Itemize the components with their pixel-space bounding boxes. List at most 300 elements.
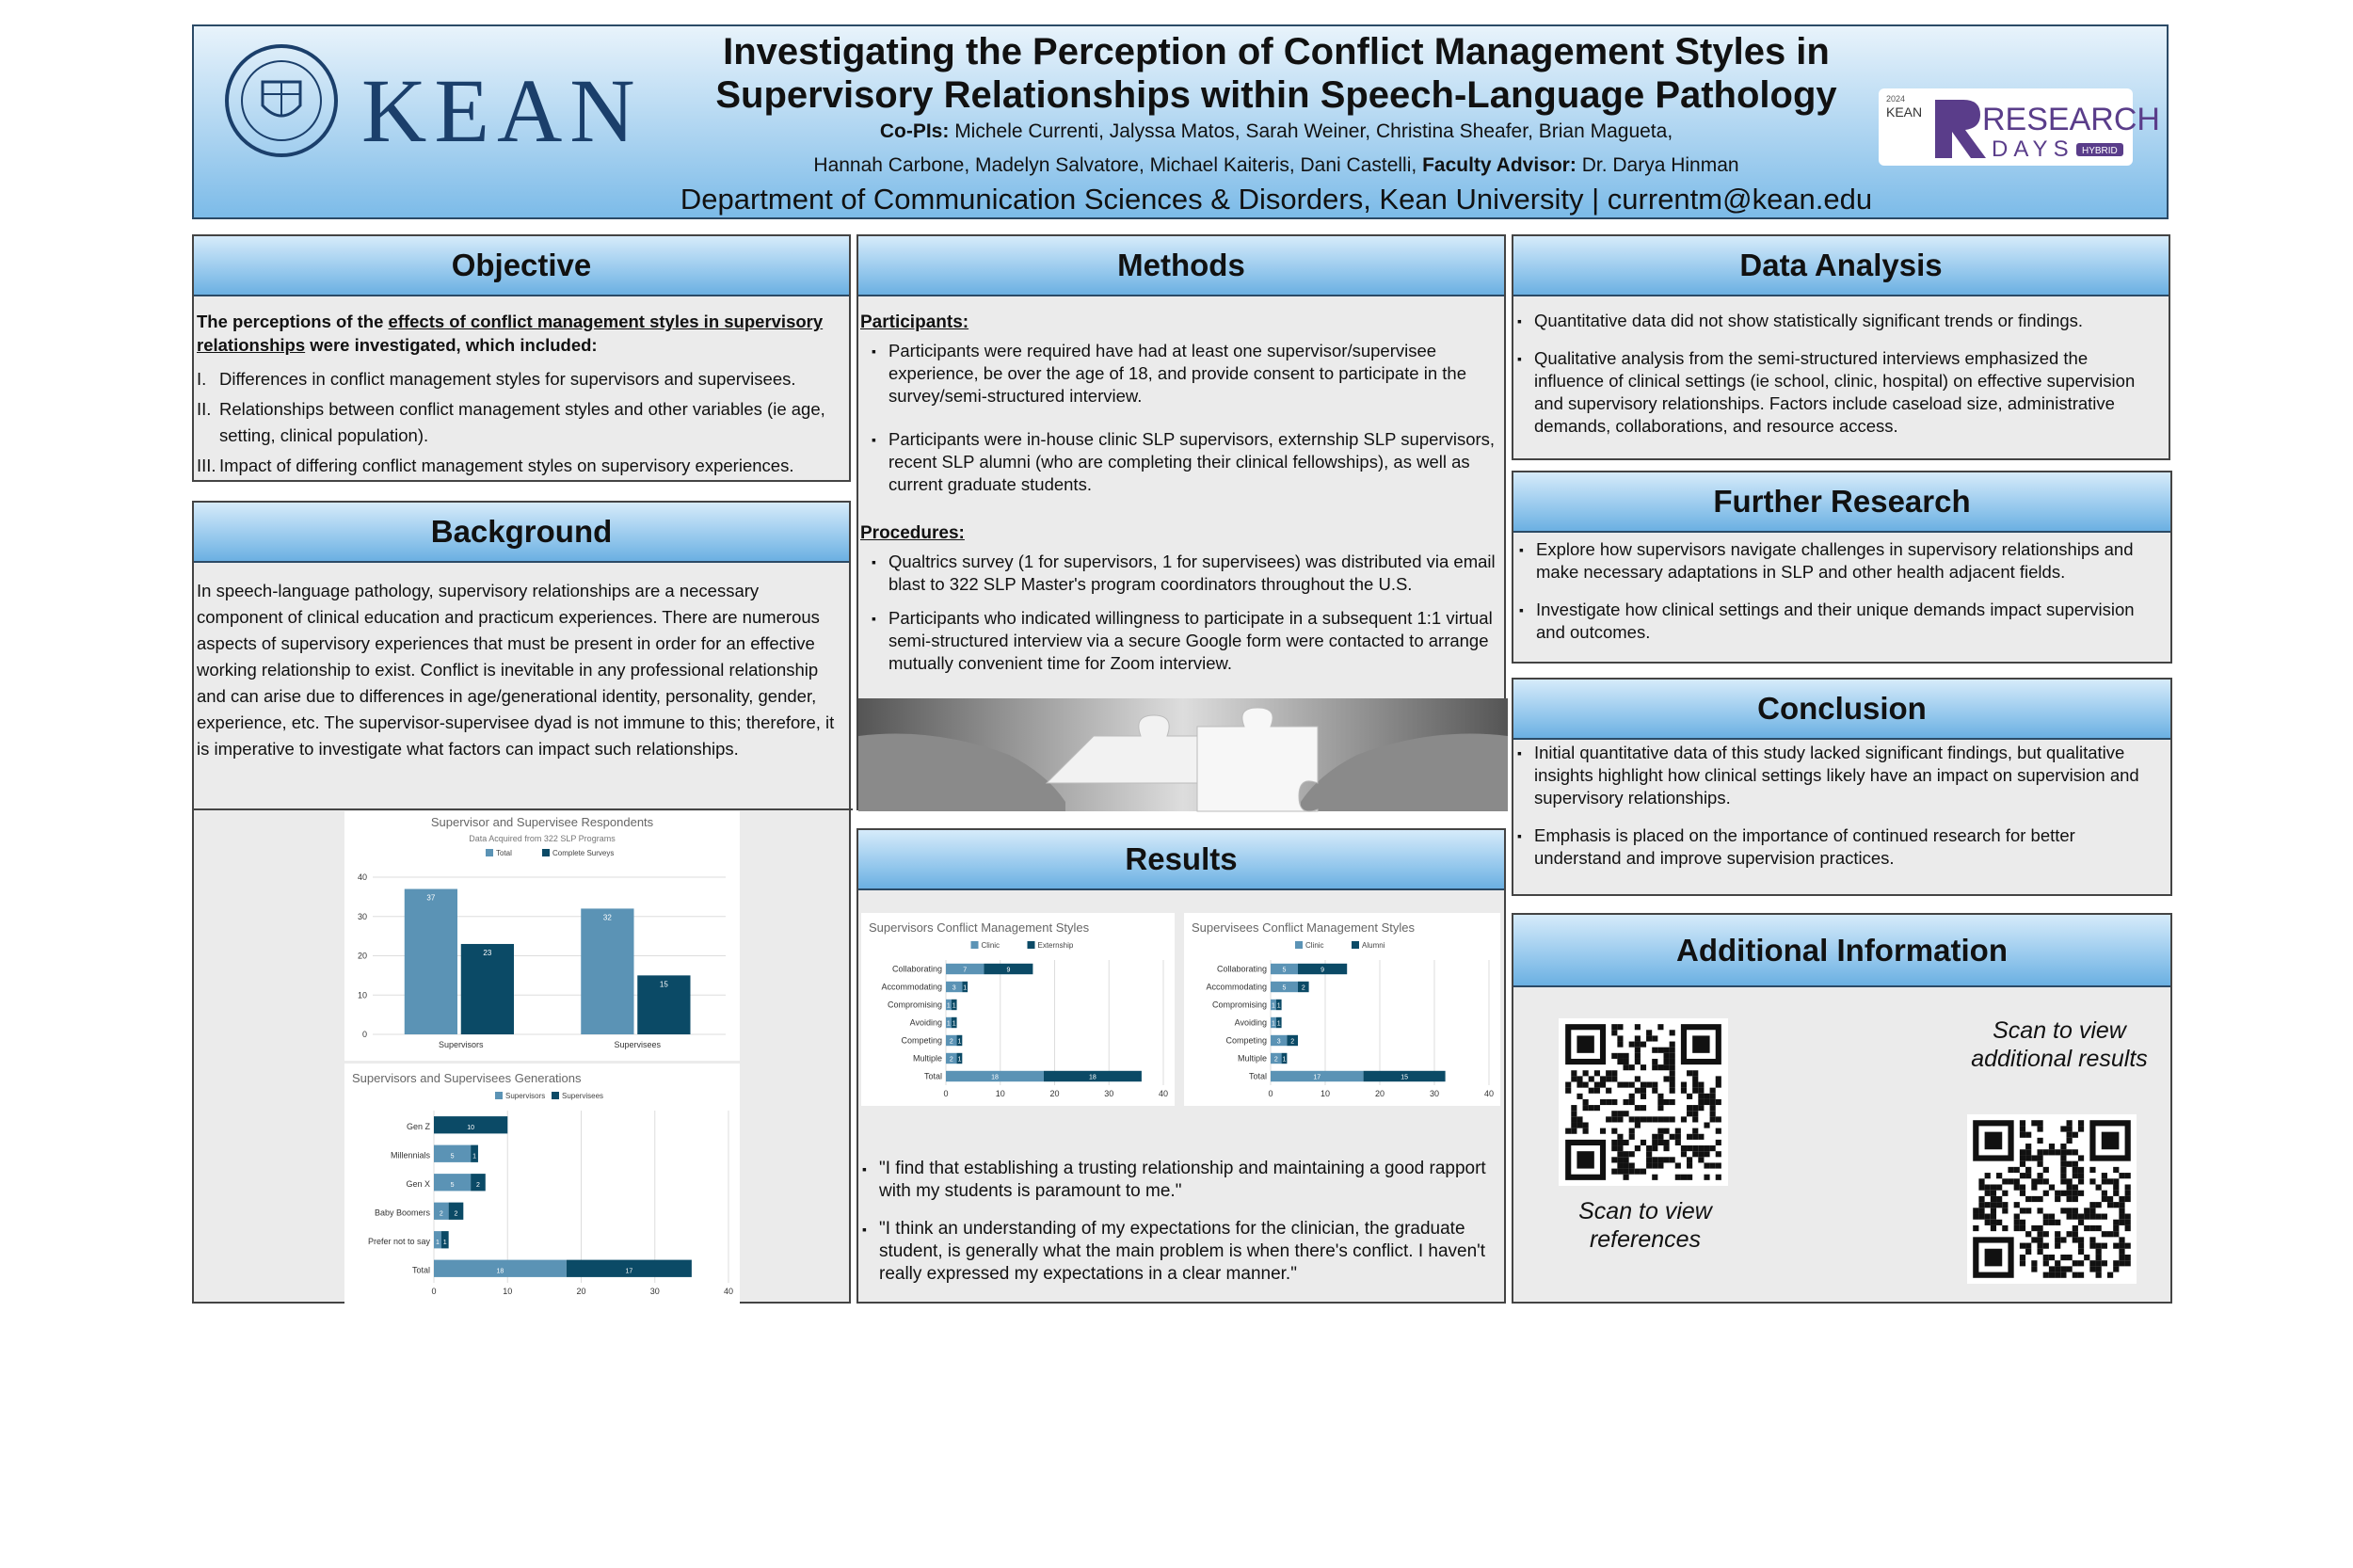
qr-module — [1670, 1030, 1675, 1035]
qr-module — [1652, 1059, 1657, 1064]
data-label: 37 — [426, 893, 436, 903]
qr-module — [1629, 1099, 1635, 1105]
qr-module — [1624, 1099, 1629, 1105]
qr-module — [1577, 1116, 1582, 1122]
qr-module — [2096, 1184, 2102, 1190]
qr-module — [1670, 1082, 1675, 1088]
data-analysis-panel — [1512, 234, 2170, 460]
references-qr-code[interactable] — [1559, 1018, 1728, 1186]
data-label: 1 — [957, 1056, 962, 1064]
qr-module — [2014, 1167, 2020, 1173]
qr-module — [1577, 1122, 1582, 1128]
qr-module — [2020, 1225, 2025, 1231]
qr-module — [2025, 1208, 2031, 1213]
qr-module — [2102, 1173, 2107, 1178]
qr-module — [2119, 1260, 2124, 1266]
badge-hybrid: HYBRID — [2082, 146, 2118, 156]
category-label: Total — [923, 1071, 942, 1081]
data-label: 18 — [496, 1268, 504, 1275]
tick-label: 30 — [1429, 1089, 1440, 1098]
qr-module — [2014, 1178, 2020, 1184]
qr-module — [2067, 1120, 2073, 1126]
qr-module — [1991, 1225, 1996, 1231]
qr-module — [2096, 1243, 2102, 1249]
qr-module — [1583, 1122, 1589, 1128]
qr-module — [1611, 1070, 1617, 1076]
qr-module — [1657, 1105, 1663, 1111]
qr-module — [2096, 1214, 2102, 1220]
qr-module — [2037, 1126, 2042, 1131]
qr-module — [2089, 1225, 2095, 1231]
qr-module — [2031, 1266, 2037, 1272]
tick-label: 0 — [1268, 1089, 1273, 1098]
qr-module — [1985, 1202, 1991, 1208]
list-item: ▪ Quantitative data did not show statistically significant trends or findings. — [1513, 310, 2153, 332]
qr-module — [1991, 1191, 1996, 1196]
qr-module — [1635, 1169, 1641, 1175]
category-label: Total — [411, 1265, 430, 1275]
qr-module — [2025, 1231, 2031, 1237]
qr-module — [1704, 1162, 1709, 1168]
data-label: 2 — [1301, 984, 1305, 992]
qr-module — [2037, 1155, 2042, 1160]
qr-module — [1670, 1076, 1675, 1081]
qr-module — [2031, 1237, 2037, 1242]
qr-module — [1635, 1059, 1641, 1064]
qr-module — [2043, 1255, 2049, 1260]
qr-module — [1617, 1035, 1623, 1041]
data-label: 1 — [1282, 1056, 1287, 1064]
qr-module — [1565, 1082, 1571, 1088]
qr-module — [1583, 1070, 1589, 1076]
qr-module — [1692, 1151, 1698, 1157]
qr-module — [1704, 1151, 1709, 1157]
qr-module — [2125, 1225, 2131, 1231]
qr-module — [1704, 1175, 1709, 1180]
background-heading: Background — [194, 503, 849, 563]
qr-module — [1698, 1088, 1704, 1094]
qr-module — [1635, 1076, 1641, 1081]
qr-module — [2084, 1214, 2089, 1220]
qr-module — [2037, 1243, 2042, 1249]
qr-module — [1716, 1082, 1721, 1088]
qr-module — [1606, 1076, 1611, 1081]
qr-module — [2067, 1196, 2073, 1202]
qr-module — [1687, 1105, 1692, 1111]
qr-module — [2014, 1184, 2020, 1190]
qr-module — [1629, 1134, 1635, 1140]
qr-module — [2113, 1167, 2119, 1173]
qr-module — [2102, 1196, 2107, 1202]
qr-module — [1594, 1082, 1600, 1088]
participants-list — [868, 340, 1500, 496]
tick-label: 10 — [1320, 1089, 1331, 1098]
qr-module — [2107, 1202, 2113, 1208]
qr-module — [2078, 1178, 2084, 1184]
data-label: 18 — [991, 1074, 999, 1081]
qr-module — [1624, 1111, 1629, 1116]
qr-module — [1600, 1082, 1606, 1088]
qr-module — [2067, 1214, 2073, 1220]
data-analysis-list — [1513, 310, 2153, 449]
qr-module — [2125, 1191, 2131, 1196]
qr-module — [1704, 1122, 1709, 1128]
qr-module — [1571, 1111, 1577, 1116]
tick-label: 40 — [723, 1287, 734, 1296]
qr-module — [1652, 1116, 1657, 1122]
tick-label: 0 — [431, 1287, 437, 1296]
qr-module — [1583, 1099, 1589, 1105]
category-label: Millennials — [390, 1150, 430, 1160]
qr-module — [1978, 1202, 1984, 1208]
qr-module — [2031, 1178, 2037, 1184]
list-item — [197, 396, 846, 449]
qr-module — [1991, 1202, 1996, 1208]
qr-module — [1657, 1162, 1663, 1168]
qr-module — [2089, 1208, 2095, 1213]
qr-module — [2119, 1214, 2124, 1220]
poster-title — [664, 30, 1888, 117]
qr-module — [1646, 1082, 1652, 1088]
qr-module — [1692, 1076, 1698, 1081]
legend-swatch — [1295, 941, 1303, 949]
qr-module — [2043, 1260, 2049, 1266]
qr-module — [1577, 1076, 1582, 1081]
qr-module — [2113, 1231, 2119, 1237]
qr-module — [2096, 1266, 2102, 1272]
qr-module — [2119, 1220, 2124, 1225]
qr-module — [1652, 1048, 1657, 1053]
qr-module — [2020, 1208, 2025, 1213]
category-label: Baby Boomers — [374, 1208, 430, 1218]
qr-module — [1996, 1173, 2002, 1178]
copis-names-2: Hannah Carbone, Madelyn Salvatore, Michael Kaiteris, Dani Castelli, — [813, 154, 1417, 176]
list-text: Differences in conflict management styles for supervisors and supervisees. — [219, 369, 796, 389]
qr-module — [1670, 1088, 1675, 1094]
tick-label: 10 — [503, 1287, 513, 1296]
list-number: III. — [197, 456, 216, 475]
qr-module — [2067, 1208, 2073, 1213]
data-label: 7 — [963, 967, 968, 974]
bar — [405, 889, 457, 1034]
qr-module — [1692, 1128, 1698, 1134]
qr-module — [1716, 1162, 1721, 1168]
qr-module — [1641, 1064, 1646, 1070]
qr-module — [1698, 1151, 1704, 1157]
legend-label: Externship — [1037, 941, 1074, 950]
qr-module — [1617, 1116, 1623, 1122]
list-item — [197, 366, 846, 392]
qr-module — [1611, 1030, 1617, 1035]
qr-module — [1698, 1145, 1704, 1151]
qr-module — [1687, 1070, 1692, 1076]
qr-module — [2125, 1196, 2131, 1202]
qr-finder — [1985, 1249, 2003, 1267]
qr-module — [1617, 1162, 1623, 1168]
qr-module — [2060, 1167, 2066, 1173]
qr-module — [2113, 1266, 2119, 1272]
legend-swatch — [1028, 941, 1035, 949]
qr-module — [2002, 1178, 2008, 1184]
qr-module — [2089, 1167, 2095, 1173]
further-research-heading: Further Research — [1513, 472, 2170, 533]
qr-module — [1629, 1162, 1635, 1168]
qr-module — [1663, 1099, 1669, 1105]
qr-module — [1670, 1157, 1675, 1162]
qr-module — [2037, 1208, 2042, 1213]
qr-module — [2078, 1120, 2084, 1126]
qr-module — [1577, 1082, 1582, 1088]
data-label: 3 — [1276, 1038, 1281, 1046]
data-label: 23 — [483, 948, 492, 957]
qr-module — [2020, 1220, 2025, 1225]
qr-module — [2043, 1214, 2049, 1220]
qr-module — [2020, 1149, 2025, 1155]
qr-module — [2078, 1191, 2084, 1196]
qr-module — [2008, 1167, 2013, 1173]
qr-module — [1687, 1134, 1692, 1140]
qr-module — [1681, 1145, 1687, 1151]
qr-module — [1629, 1094, 1635, 1099]
qr-module — [1657, 1116, 1663, 1122]
list-item: ▪ Participants were required have had at least one supervisor/supervisee experience, be over the age of 18, and provide consent to participate in the survey/semi-structured interview. — [868, 340, 1500, 408]
legend-label: Clinic — [1305, 941, 1324, 950]
qr-module — [1663, 1059, 1669, 1064]
data-label: 1 — [472, 1153, 476, 1160]
qr-module — [1681, 1088, 1687, 1094]
category-label: Collaborating — [891, 964, 942, 974]
qr-module — [2113, 1191, 2119, 1196]
qr-module — [1624, 1082, 1629, 1088]
authors — [664, 115, 1888, 183]
data-label: 1 — [946, 1002, 951, 1010]
qr-module — [2078, 1220, 2084, 1225]
qr-module — [1698, 1134, 1704, 1140]
qr-module — [1624, 1169, 1629, 1175]
qr-module — [1611, 1145, 1617, 1151]
qr-module — [2107, 1178, 2113, 1184]
qr-module — [1985, 1214, 1991, 1220]
qr-module — [2089, 1202, 2095, 1208]
conclusion-heading: Conclusion — [1513, 680, 2170, 740]
qr-module — [1635, 1145, 1641, 1151]
qr-module — [2043, 1231, 2049, 1237]
badge-days: DAYS — [1992, 136, 2074, 162]
objective-intro — [197, 310, 846, 357]
qr-module — [2089, 1243, 2095, 1249]
qr-module — [1652, 1134, 1657, 1140]
qr-module — [2025, 1167, 2031, 1173]
qr-module — [1675, 1140, 1681, 1145]
qr-module — [1641, 1105, 1646, 1111]
data-label: 1 — [946, 1020, 951, 1028]
qr-module — [1692, 1082, 1698, 1088]
category-label: Multiple — [1237, 1053, 1267, 1064]
scan-references-label: Scan to view references — [1578, 1198, 1712, 1253]
bar — [581, 908, 633, 1034]
qr-module — [2055, 1149, 2060, 1155]
qr-module — [1692, 1145, 1698, 1151]
tick-label: 40 — [1483, 1089, 1495, 1098]
category-label: Total — [1248, 1071, 1267, 1081]
qr-module — [2073, 1173, 2078, 1178]
qr-module — [1670, 1099, 1675, 1105]
qr-module — [2060, 1208, 2066, 1213]
list-item: ▪ Participants who indicated willingness to participate in a subsequent 1:1 virtual semi-structured interview via a secure Google form were contacted to arrange mutually convenient time for Zoom interview. — [868, 607, 1500, 675]
qr-module — [2020, 1132, 2025, 1138]
data-label: 5 — [1282, 984, 1287, 992]
qr-module — [1635, 1122, 1641, 1128]
qr-module — [1635, 1042, 1641, 1048]
category-label: Gen Z — [406, 1121, 430, 1131]
qr-module — [1710, 1116, 1716, 1122]
objective-intro-pre: The perceptions of the — [197, 312, 389, 331]
qr-module — [1611, 1099, 1617, 1105]
qr-module — [2125, 1220, 2131, 1225]
qr-module — [1670, 1070, 1675, 1076]
qr-module — [2078, 1155, 2084, 1160]
qr-module — [1611, 1053, 1617, 1059]
qr-module — [1624, 1053, 1629, 1059]
qr-module — [2096, 1225, 2102, 1231]
qr-module — [1991, 1208, 1996, 1213]
quote-item: ▪ "I find that establishing a trusting relationship and maintaining a good rapport with my students is paramount to me." — [858, 1158, 1498, 1203]
qr-module — [2102, 1243, 2107, 1249]
kean-wordmark: KEAN — [361, 60, 643, 161]
qr-module — [2060, 1149, 2066, 1155]
qr-module — [2060, 1173, 2066, 1178]
qr-module — [2020, 1173, 2025, 1178]
qr-module — [1710, 1162, 1716, 1168]
qr-module — [1635, 1024, 1641, 1030]
qr-module — [1624, 1059, 1629, 1064]
list-item: ▪ Initial quantitative data of this study lacked significant findings, but qualitative insights highlight how clinical settings likely have an impact on supervision and supervisory relationships. — [1513, 742, 2153, 809]
qr-module — [1611, 1128, 1617, 1134]
qr-module — [1600, 1128, 1606, 1134]
qr-module — [2043, 1167, 2049, 1173]
qr-module — [1606, 1099, 1611, 1105]
qr-module — [1692, 1088, 1698, 1094]
qr-module — [1698, 1082, 1704, 1088]
qr-module — [1657, 1134, 1663, 1140]
qr-module — [1657, 1048, 1663, 1053]
qr-module — [1629, 1116, 1635, 1122]
qr-module — [2073, 1231, 2078, 1237]
qr-module — [2096, 1260, 2102, 1266]
qr-module — [2102, 1191, 2107, 1196]
qr-module — [2055, 1237, 2060, 1242]
legend-label: Complete Surveys — [552, 849, 615, 857]
data-label: 3 — [952, 984, 956, 992]
qr-module — [1687, 1175, 1692, 1180]
qr-finder — [1577, 1035, 1593, 1052]
chart-subtitle: Data Acquired from 322 SLP Programs — [469, 834, 616, 843]
tick-label: 0 — [943, 1089, 949, 1098]
qr-module — [1978, 1196, 1984, 1202]
qr-module — [1681, 1082, 1687, 1088]
results-qr-code[interactable] — [1967, 1114, 2137, 1284]
qr-module — [1670, 1059, 1675, 1064]
list-number: II. — [197, 399, 212, 419]
qr-module — [1657, 1099, 1663, 1105]
qr-module — [2125, 1255, 2131, 1260]
qr-module — [1617, 1140, 1623, 1145]
qr-module — [2073, 1225, 2078, 1231]
qr-module — [2037, 1249, 2042, 1255]
qr-module — [2096, 1272, 2102, 1278]
qr-module — [1565, 1088, 1571, 1094]
category-label: Multiple — [912, 1053, 942, 1064]
qr-module — [2055, 1191, 2060, 1196]
background-panel — [192, 501, 851, 1304]
qr-module — [1710, 1105, 1716, 1111]
methods-panel — [856, 234, 1506, 810]
qr-module — [1657, 1140, 1663, 1145]
qr-module — [2020, 1126, 2025, 1131]
list-text: Relationships between conflict management styles and other variables (ie age, setting, clinical population). — [219, 399, 825, 445]
qr-module — [1670, 1134, 1675, 1140]
qr-module — [1600, 1076, 1606, 1081]
qr-module — [2067, 1138, 2073, 1144]
qr-module — [2002, 1208, 2008, 1213]
qr-module — [1704, 1099, 1709, 1105]
qr-module — [2084, 1208, 2089, 1213]
qr-module — [1652, 1157, 1657, 1162]
data-label: 9 — [1321, 967, 1325, 974]
legend-label: Supervisees — [562, 1092, 604, 1100]
data-label: 5 — [1282, 967, 1287, 974]
qr-module — [2078, 1173, 2084, 1178]
list-item: ▪ Qualitative analysis from the semi-structured interviews emphasized the influence of clinical settings (ie school, clinic, hospital) on effective supervision and supervisory relationships. Factors include caseload size, administrative demands, collaborations, and resource access. — [1513, 347, 2153, 438]
further-research-panel — [1512, 471, 2172, 664]
qr-module — [2119, 1196, 2124, 1202]
qr-module — [1641, 1140, 1646, 1145]
qr-module — [2049, 1220, 2055, 1225]
qr-module — [1973, 1214, 1978, 1220]
list-item — [197, 453, 846, 479]
qr-module — [2031, 1155, 2037, 1160]
qr-module — [1985, 1191, 1991, 1196]
list-item: ▪ Qualtrics survey (1 for supervisors, 1 for supervisees) was distributed via email blast to 322 SLP Master's program coordinators throughout the U.S. — [868, 551, 1500, 596]
data-label: 1 — [957, 1038, 962, 1046]
data-label: 1 — [435, 1239, 440, 1246]
qr-module — [2055, 1260, 2060, 1266]
qr-module — [1624, 1157, 1629, 1162]
data-label: 1 — [963, 984, 968, 992]
qr-module — [1675, 1162, 1681, 1168]
qr-module — [1991, 1196, 1996, 1202]
qr-module — [2049, 1272, 2055, 1278]
qr-module — [1663, 1145, 1669, 1151]
qr-finder — [1692, 1035, 1709, 1052]
quote-item: ▪ "I think an understanding of my expectations for the clinician, the graduate student, is generally what the main problem is when there's conflict. I haven't really expressed my expectations in a clear manner." — [858, 1218, 1498, 1286]
qr-module — [1646, 1116, 1652, 1122]
qr-module — [1663, 1053, 1669, 1059]
qr-module — [1716, 1140, 1721, 1145]
qr-module — [1652, 1035, 1657, 1041]
qr-module — [2073, 1191, 2078, 1196]
qr-module — [2037, 1173, 2042, 1178]
category-label: Competing — [1225, 1035, 1267, 1046]
qr-module — [1687, 1094, 1692, 1099]
qr-module — [2067, 1266, 2073, 1272]
chart-title: Supervisor and Supervisee Respondents — [430, 815, 654, 829]
qr-module — [1978, 1178, 1984, 1184]
qr-module — [2073, 1196, 2078, 1202]
qr-module — [2014, 1202, 2020, 1208]
qr-module — [1600, 1099, 1606, 1105]
data-label: 1 — [952, 1002, 956, 1010]
